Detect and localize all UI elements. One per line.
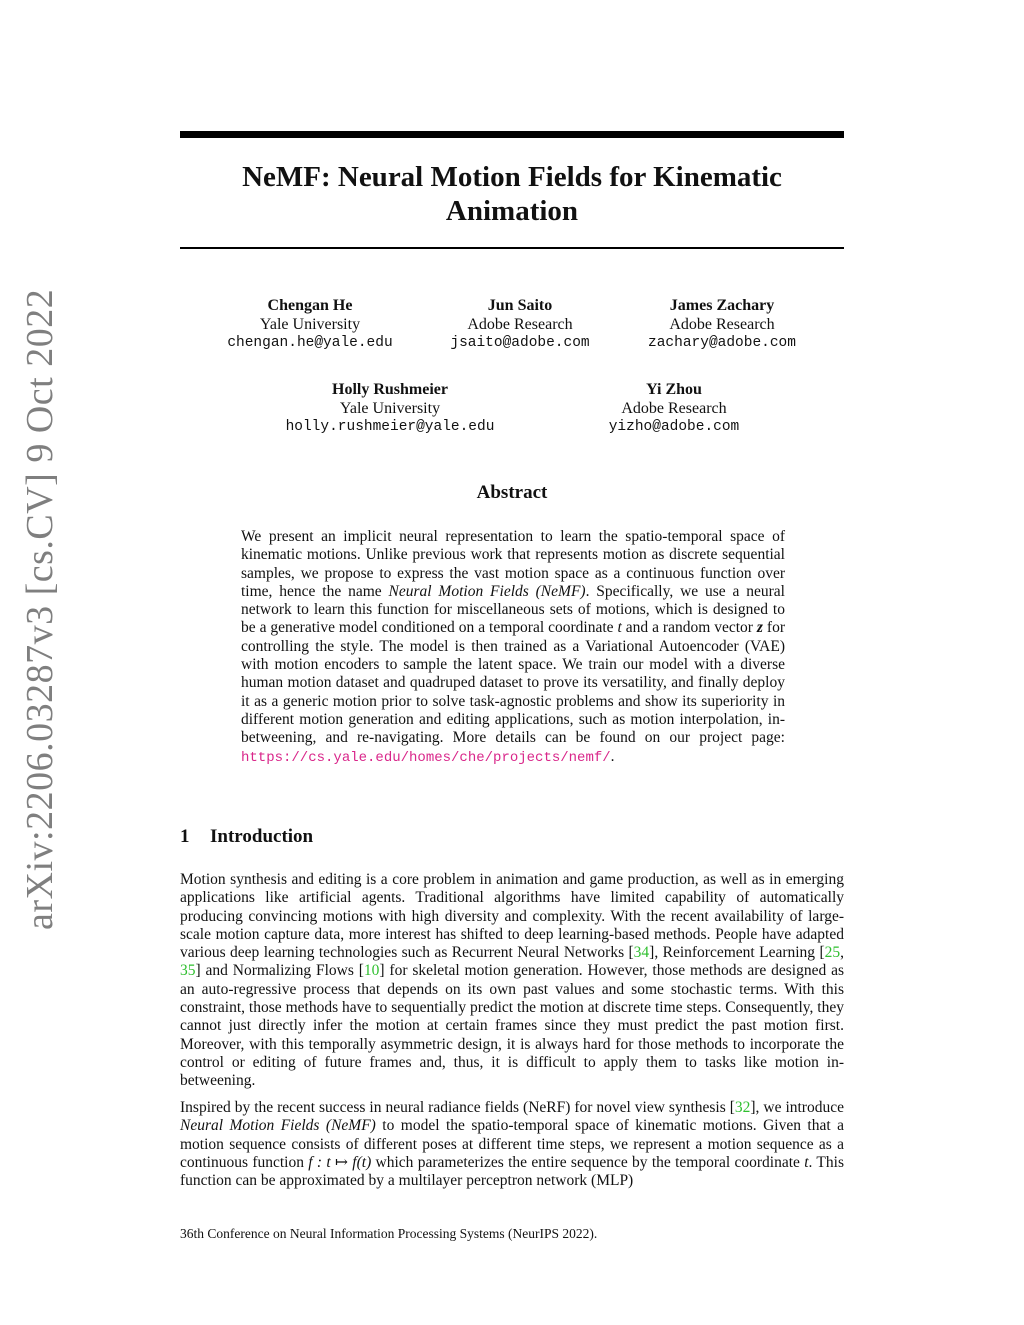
- author-affiliation: Yale University: [339, 400, 441, 417]
- author-block: [190, 296, 430, 353]
- author-affiliation: Adobe Research: [467, 316, 573, 333]
- term-nemf: Neural Motion Fields (NeMF): [388, 582, 586, 600]
- author-name: Chengan He: [267, 297, 353, 314]
- abstract-heading: Abstract: [476, 482, 548, 503]
- author-email: chengan.he@yale.edu: [227, 335, 393, 351]
- conference-footnote: 36th Conference on Neural Information Processing Systems (NeurIPS 2022).: [180, 1226, 598, 1241]
- intro-paragraph: Inspired by the recent success in neural radiance fields (NeRF) for novel view synthesis [32], we introduce Neural Motion Fields (NeMF) to model the spatio-temporal space of kinematic motions. Given that a motion sequence consists of different poses at different time steps, we represent a motion sequence as a continuous function f : t ↦ f(t) which parameterizes the entire sequence by the temporal coordinate t. This function can be approximated by a multilayer perceptron network (MLP): [180, 1099, 844, 1190]
- section-heading-introduction: [180, 826, 313, 848]
- author-affiliation: Yale University: [259, 316, 361, 333]
- section-number: 1: [180, 826, 190, 847]
- math-variable-z: z: [756, 619, 763, 637]
- citation-link[interactable]: 34: [633, 944, 650, 962]
- section-title: Introduction: [210, 826, 314, 847]
- author-email: jsaito@adobe.com: [450, 335, 590, 351]
- author-block: [270, 380, 510, 437]
- math-variable-t: t: [617, 619, 622, 637]
- abstract-text: We present an implicit neural representation to learn the spatio-temporal space of kinematic motions. Unlike previous work that represents motion as discrete sequential samples, we propose to express the vast motion space as a continuous function over time, hence the name Neural Motion Fields (NeMF). Specifically, we use a neural network to learn this function for miscellaneous sets of motions, which is designed to be a generative model conditioned on a temporal coordinate t and a random vector z for controlling the style. The model is then trained as a Variational Autoencoder (VAE) with motion encoders to sample the latent space. We train our model with a diverse human motion dataset and quadruped dataset to prove its versatility, and finally deploy it as a generic motion prior to solve task-agnostic problems and show its superiority in different motion generation and editing applications, such as motion interpolation, in-betweening, and re-navigating. More details can be found on our project page: https://cs.yale.edu/homes/che/projects/nemf/.: [241, 528, 785, 766]
- author-block: [602, 296, 842, 353]
- intro-paragraph: Motion synthesis and editing is a core problem in animation and game production, as well as in emerging applications like artificial agents. Traditional algorithms have limited capability of automatically producing convincing motions with high diversity and complexity. With the recent availability of large-scale motion capture data, more interest has shifted to deep learning-based methods. People have adapted various deep learning technologies such as Recurrent Neural Networks [34], Reinforcement Learning [25, 35] and Normalizing Flows [10] for skeletal motion generation. However, those methods are designed as an auto-regressive process that depends on its own past values and some stochastic terms. With this constraint, those methods have to sequentially predict the motion at discrete time steps. Consequently, they cannot just directly infer the motion at certain frames since they must predict the past motion first. Moreover, with this temporally asymmetric design, it is always hard for those methods to incorporate the control or editing of future frames and, thus, it is difficult to apply them to tasks like motion in-betweening.: [180, 871, 844, 1090]
- author-affiliation: Adobe Research: [669, 316, 775, 333]
- math-variable-t: t: [804, 1153, 809, 1171]
- author-name: James Zachary: [669, 297, 775, 314]
- author-email: zachary@adobe.com: [648, 335, 796, 351]
- citation-link[interactable]: 25: [824, 944, 841, 962]
- citation-link[interactable]: 32: [734, 1099, 751, 1116]
- title-rule-top: [180, 131, 844, 138]
- term-nemf: Neural Motion Fields (NeMF): [180, 1117, 376, 1135]
- arxiv-identifier: arXiv:2206.03287v3 [cs.CV] 9 Oct 2022: [19, 288, 61, 930]
- author-block: [554, 380, 794, 437]
- title-rule-bottom: [180, 247, 844, 249]
- citation-link[interactable]: 35: [180, 962, 196, 980]
- author-email: yizho@adobe.com: [608, 419, 740, 435]
- project-page-link[interactable]: https://cs.yale.edu/homes/che/projects/nemf/: [241, 749, 611, 766]
- author-name: Jun Saito: [487, 297, 553, 314]
- math-expression: f : t ↦ f(t): [308, 1153, 372, 1171]
- citation-link[interactable]: 10: [363, 962, 380, 980]
- author-affiliation: Adobe Research: [621, 400, 727, 417]
- paper-title: NeMF: Neural Motion Fields for Kinematic Animation: [242, 161, 782, 227]
- author-name: Holly Rushmeier: [332, 381, 448, 398]
- author-email: holly.rushmeier@yale.edu: [285, 419, 495, 435]
- author-name: Yi Zhou: [646, 381, 702, 398]
